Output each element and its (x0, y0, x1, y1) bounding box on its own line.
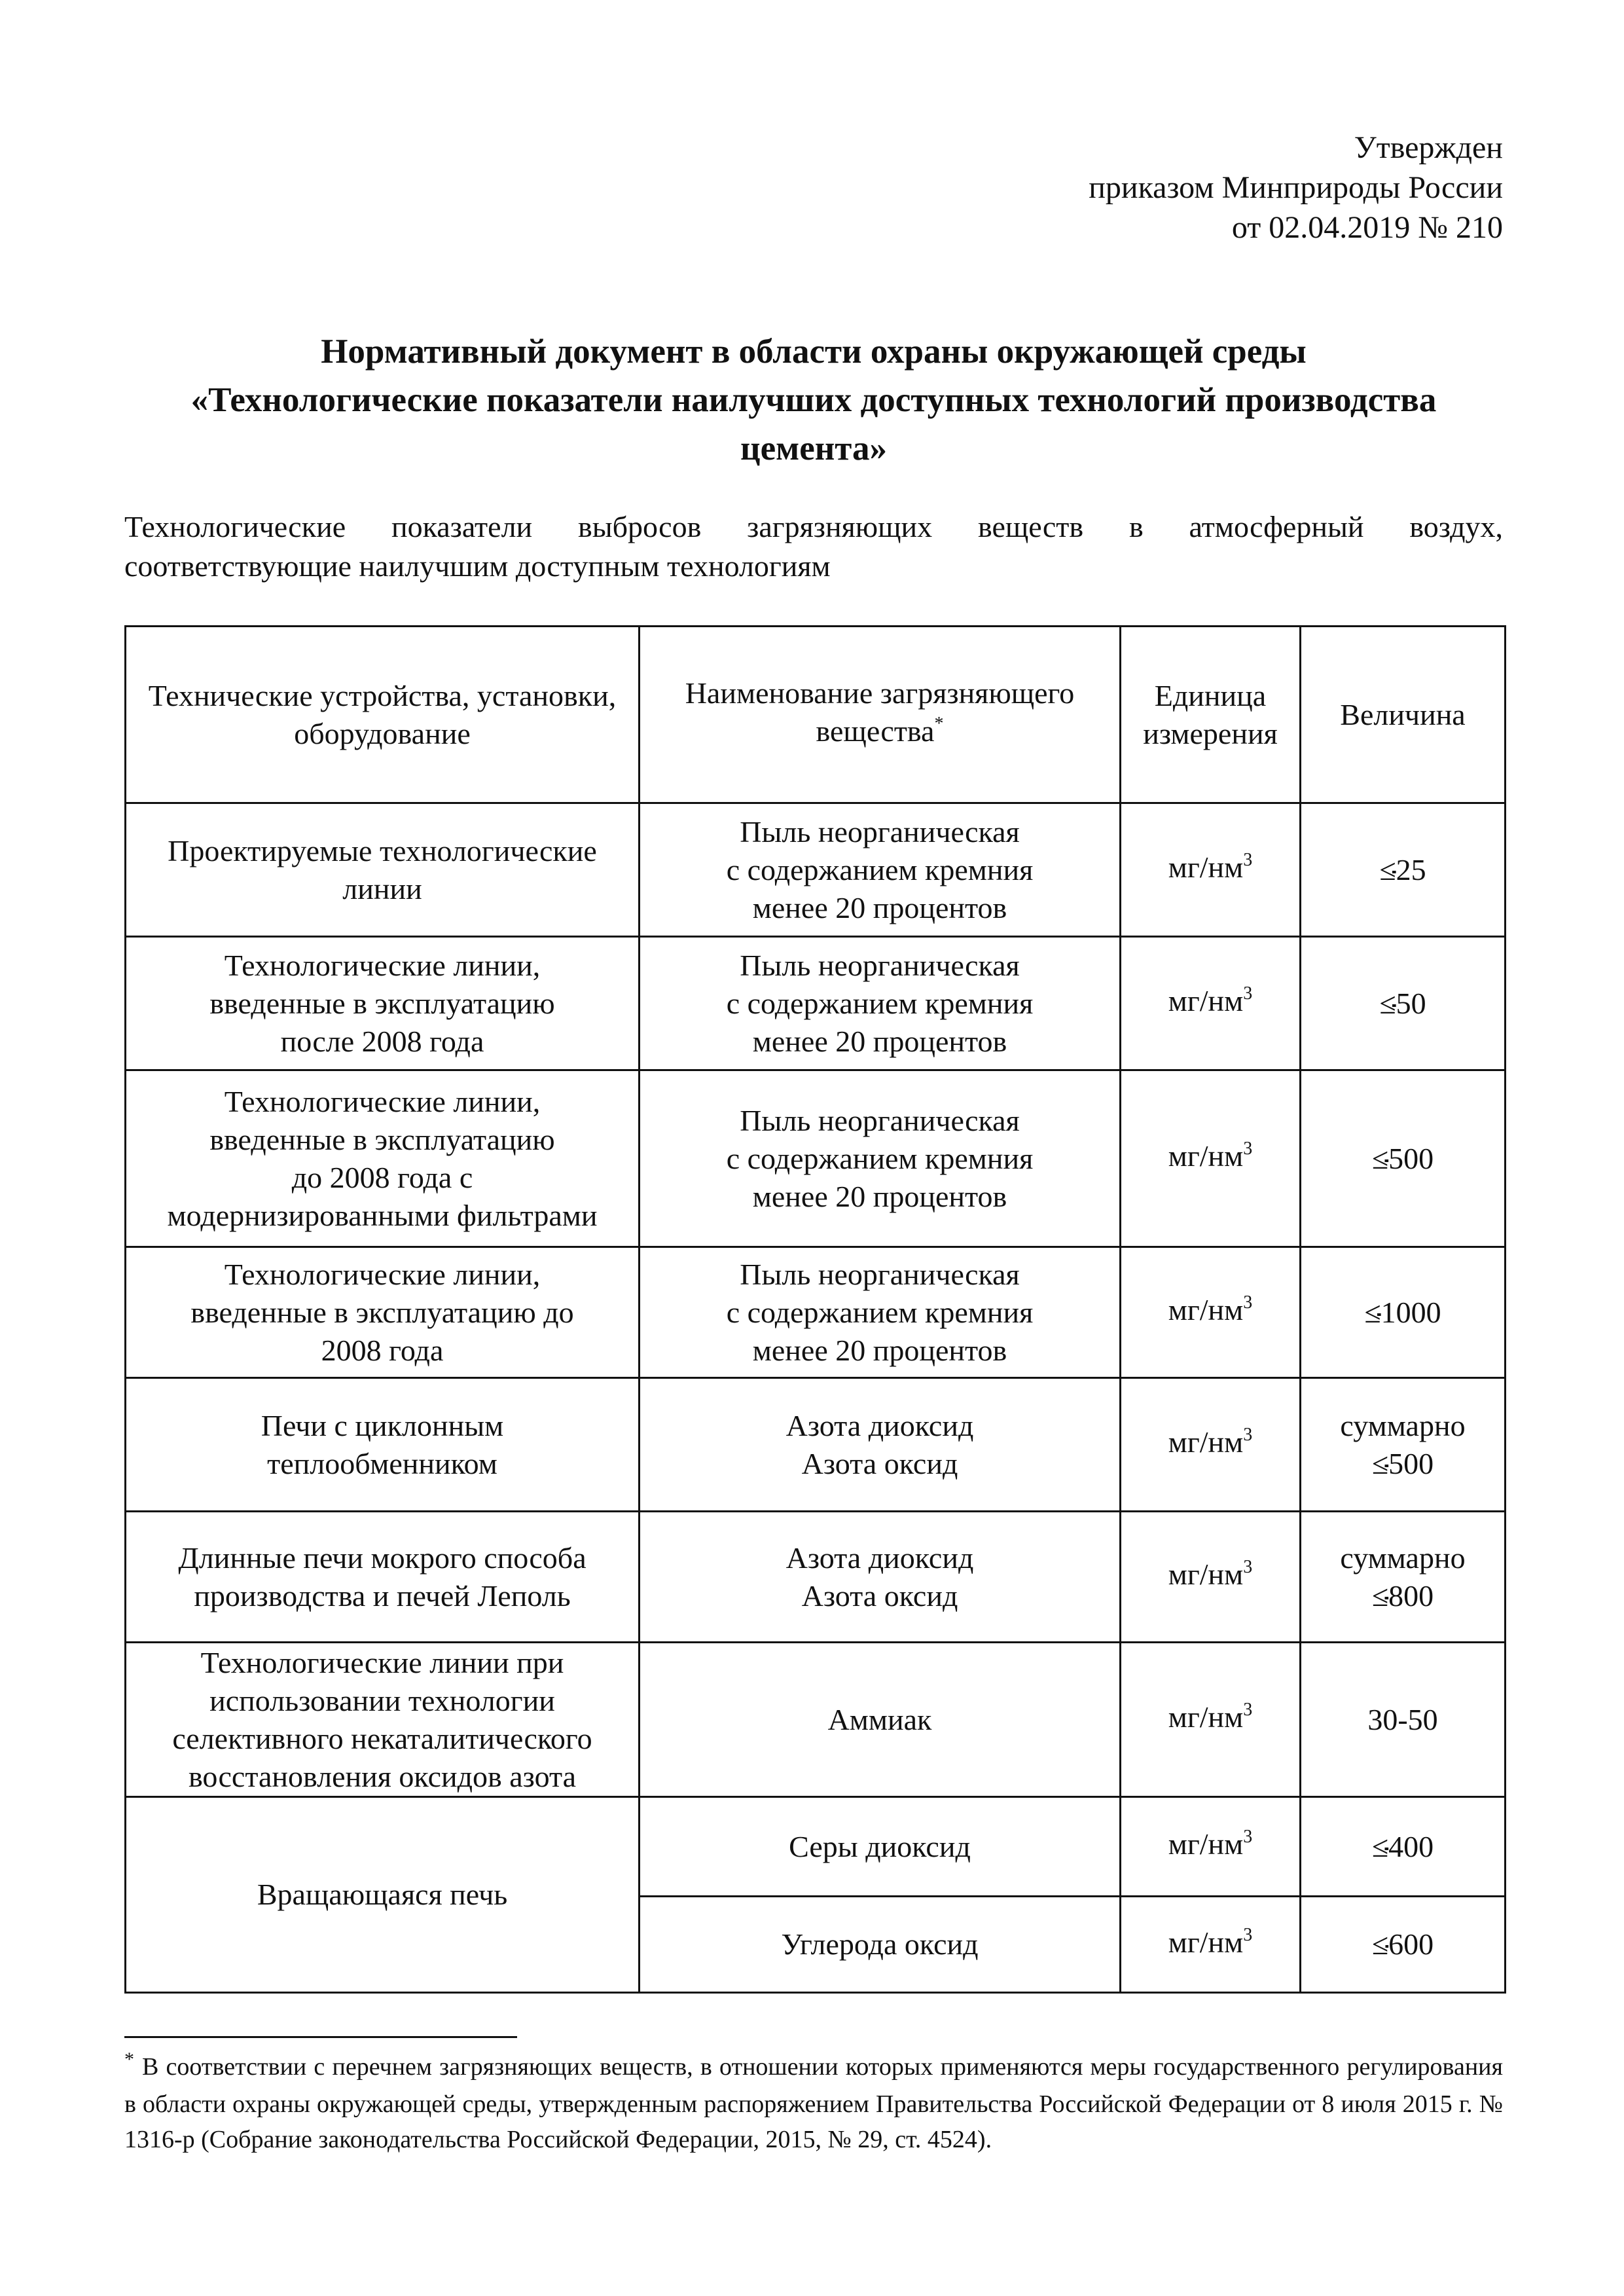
equipment-cell-line: Технологические линии, (224, 948, 541, 982)
equipment-cell (126, 1247, 640, 1378)
value-sign: ≤ (1371, 1141, 1389, 1175)
intro-paragraph (124, 507, 1503, 586)
unit-exponent: 3 (1243, 1425, 1253, 1445)
unit-cell (1121, 1247, 1301, 1378)
approval-line-2: приказом Минприроды России (1089, 170, 1503, 205)
value-sign: ≤ (1371, 1829, 1389, 1863)
unit-text: мг/нм (1168, 1425, 1244, 1459)
equipment-cell-line: Печи с циклонным (261, 1408, 504, 1442)
substance-cell-line: менее 20 процентов (752, 1179, 1007, 1213)
table-row (126, 1797, 1506, 1897)
equipment-cell (126, 1512, 640, 1643)
unit-text: мг/нм (1168, 984, 1244, 1017)
value-number: 25 (1396, 852, 1426, 886)
substance-cell (640, 1378, 1121, 1512)
value-sign: ≤ (1371, 1578, 1389, 1613)
substance-cell-line: с содержанием кремния (726, 1141, 1034, 1175)
substance-cell: Серы диоксид (640, 1797, 1121, 1897)
value-cell (1301, 1512, 1506, 1643)
value-cell (1301, 803, 1506, 937)
unit-cell (1121, 1897, 1301, 1993)
substance-cell-line: Азота диоксид (785, 1540, 974, 1575)
equipment-cell-line: теплообменником (267, 1446, 497, 1480)
value-qualifier: суммарно (1340, 1408, 1466, 1442)
equipment-cell-line: 2008 года (321, 1333, 444, 1367)
table-row (126, 1070, 1506, 1247)
header-substance-text: Наименование загрязняющего вещества (685, 676, 1075, 748)
unit-cell (1121, 1797, 1301, 1897)
value-cell (1301, 937, 1506, 1070)
equipment-cell (126, 937, 640, 1070)
unit-exponent: 3 (1243, 1924, 1253, 1945)
equipment-cell-line: восстановления оксидов азота (188, 1759, 577, 1793)
unit-cell (1121, 1070, 1301, 1247)
equipment-cell-line: селективного некаталитического (172, 1721, 592, 1755)
unit-cell (1121, 937, 1301, 1070)
unit-cell (1121, 1512, 1301, 1643)
value-cell (1301, 1797, 1506, 1897)
value-number: 30-50 (1367, 1702, 1438, 1736)
value-number: 500 (1388, 1141, 1434, 1175)
substance-cell-line: Азота оксид (801, 1446, 958, 1480)
unit-cell (1121, 803, 1301, 937)
substance-cell-line: с содержанием кремния (726, 986, 1034, 1020)
value-number: 1000 (1380, 1295, 1441, 1329)
table-row (126, 1643, 1506, 1797)
equipment-cell-line: до 2008 года с (291, 1160, 473, 1194)
document-title (124, 327, 1503, 473)
substance-cell-line: менее 20 процентов (752, 1333, 1007, 1367)
value-line (1308, 1294, 1498, 1332)
value-line (1308, 1140, 1498, 1178)
equipment-cell (126, 1070, 640, 1247)
intro-line-2: соответствующие наилучшим доступным технологиям (124, 549, 831, 583)
indicators-table (124, 625, 1506, 1994)
unit-exponent: 3 (1243, 1700, 1253, 1720)
substance-cell: Углерода оксид (640, 1897, 1121, 1993)
substance-cell-line: Пыль неорганическая (740, 948, 1020, 982)
value-cell (1301, 1378, 1506, 1512)
value-line (1308, 1445, 1498, 1483)
substance-cell (640, 1643, 1121, 1797)
value-cell (1301, 1643, 1506, 1797)
unit-cell (1121, 1643, 1301, 1797)
table-header-row (126, 627, 1506, 803)
equipment-cell-line: модернизированными фильтрами (167, 1198, 598, 1232)
substance-cell-line: Пыль неорганическая (740, 1257, 1020, 1291)
footnote-text: В соответствии с перечнем загрязняющих веществ, в отношении которых применяются меры государственного регулирования в области охраны окружающей среды, утвержденным распоряжением Правительства Российской Федерации от 8 июля 2015 г. № 1316-р (Собрание законодательства Российской Федерации, 2015, № 29, ст. 4524). (124, 2053, 1503, 2153)
value-line (1308, 1925, 1498, 1963)
substance-cell (640, 1247, 1121, 1378)
substance-cell-line: Пыль неорганическая (740, 1103, 1020, 1137)
unit-text: мг/нм (1168, 1139, 1244, 1173)
intro-line-1: Технологические показатели выбросов загрязняющих веществ в атмосферный воздух, (124, 510, 1503, 543)
value-sign: ≤ (1364, 1295, 1381, 1329)
value-line (1308, 1701, 1498, 1739)
title-line-1: Нормативный документ в области охраны окружающей среды (321, 333, 1307, 371)
substance-cell (640, 937, 1121, 1070)
equipment-cell: Вращающаяся печь (126, 1797, 640, 1993)
equipment-cell (126, 1378, 640, 1512)
table-row (126, 937, 1506, 1070)
approval-line-3: от 02.04.2019 № 210 (1231, 210, 1503, 245)
equipment-cell-line: введенные в эксплуатацию (209, 986, 555, 1020)
value-line (1308, 1577, 1498, 1615)
header-value: Величина (1301, 627, 1506, 803)
unit-text: мг/нм (1168, 1925, 1244, 1959)
substance-cell-line: Аммиак (827, 1702, 932, 1736)
equipment-cell-line: Проектируемые технологические (168, 833, 597, 867)
unit-text: мг/нм (1168, 1293, 1244, 1326)
header-equipment: Технические устройства, установки, оборудование (126, 627, 640, 803)
value-line (1308, 1828, 1498, 1866)
unit-exponent: 3 (1243, 850, 1253, 870)
header-substance (640, 627, 1121, 803)
footnote-mark: * (934, 714, 944, 734)
value-sign: ≤ (1379, 852, 1396, 886)
value-line (1308, 985, 1498, 1023)
equipment-cell (126, 1643, 640, 1797)
unit-exponent: 3 (1243, 1827, 1253, 1847)
substance-cell (640, 1070, 1121, 1247)
value-cell (1301, 1070, 1506, 1247)
substance-cell-line: с содержанием кремния (726, 1295, 1034, 1329)
equipment-cell-line: Технологические линии, (224, 1257, 541, 1291)
substance-cell-line: менее 20 процентов (752, 1024, 1007, 1058)
value-cell (1301, 1897, 1506, 1993)
table-body (126, 803, 1506, 1993)
value-number: 50 (1396, 986, 1426, 1020)
value-line (1308, 851, 1498, 889)
approval-line-1: Утвержден (1354, 130, 1503, 165)
unit-text: мг/нм (1168, 1558, 1244, 1591)
value-cell (1301, 1247, 1506, 1378)
equipment-cell-line: введенные в эксплуатацию до (190, 1295, 574, 1329)
unit-exponent: 3 (1243, 983, 1253, 1004)
table-row (126, 1378, 1506, 1512)
substance-cell-line: с содержанием кремния (726, 852, 1034, 886)
value-number: 400 (1388, 1829, 1434, 1863)
unit-cell (1121, 1378, 1301, 1512)
equipment-cell-line: использовании технологии (209, 1683, 555, 1717)
approval-block (1089, 128, 1503, 247)
equipment-cell-line: Длинные печи мокрого способа (178, 1540, 586, 1575)
value-number: 600 (1388, 1927, 1434, 1961)
substance-cell-line: Пыль неорганическая (740, 814, 1020, 848)
value-sign: ≤ (1371, 1927, 1389, 1961)
value-number: 500 (1388, 1446, 1434, 1480)
substance-cell (640, 1512, 1121, 1643)
substance-cell-line: Азота диоксид (785, 1408, 974, 1442)
substance-cell-line: Азота оксид (801, 1578, 958, 1613)
unit-text: мг/нм (1168, 1827, 1244, 1861)
equipment-cell-line: введенные в эксплуатацию (209, 1122, 555, 1156)
title-line-2: «Технологические показатели наилучших доступных технологий производства (190, 381, 1437, 419)
equipment-cell-line: после 2008 года (280, 1024, 484, 1058)
footnote (124, 2049, 1503, 2157)
equipment-cell-line: Технологические линии при (200, 1645, 564, 1679)
unit-exponent: 3 (1243, 1139, 1253, 1159)
substance-cell (640, 803, 1121, 937)
value-sign: ≤ (1379, 986, 1396, 1020)
equipment-cell (126, 803, 640, 937)
title-line-3: цемента» (740, 429, 887, 467)
equipment-cell-line: линии (342, 871, 422, 905)
value-sign: ≤ (1371, 1446, 1389, 1480)
value-qualifier: суммарно (1340, 1540, 1466, 1575)
footnote-divider (124, 2036, 517, 2038)
equipment-cell-line: Технологические линии, (224, 1084, 541, 1118)
value-number: 800 (1388, 1578, 1434, 1613)
substance-cell-line: менее 20 процентов (752, 890, 1007, 924)
unit-exponent: 3 (1243, 1557, 1253, 1577)
unit-exponent: 3 (1243, 1292, 1253, 1313)
table-row (126, 803, 1506, 937)
table-row (126, 1512, 1506, 1643)
footnote-star: * (124, 2049, 134, 2070)
unit-text: мг/нм (1168, 1700, 1244, 1734)
equipment-cell-line: производства и печей Леполь (194, 1578, 571, 1613)
table-row (126, 1247, 1506, 1378)
header-unit: Единица измерения (1121, 627, 1301, 803)
unit-text: мг/нм (1168, 850, 1244, 884)
